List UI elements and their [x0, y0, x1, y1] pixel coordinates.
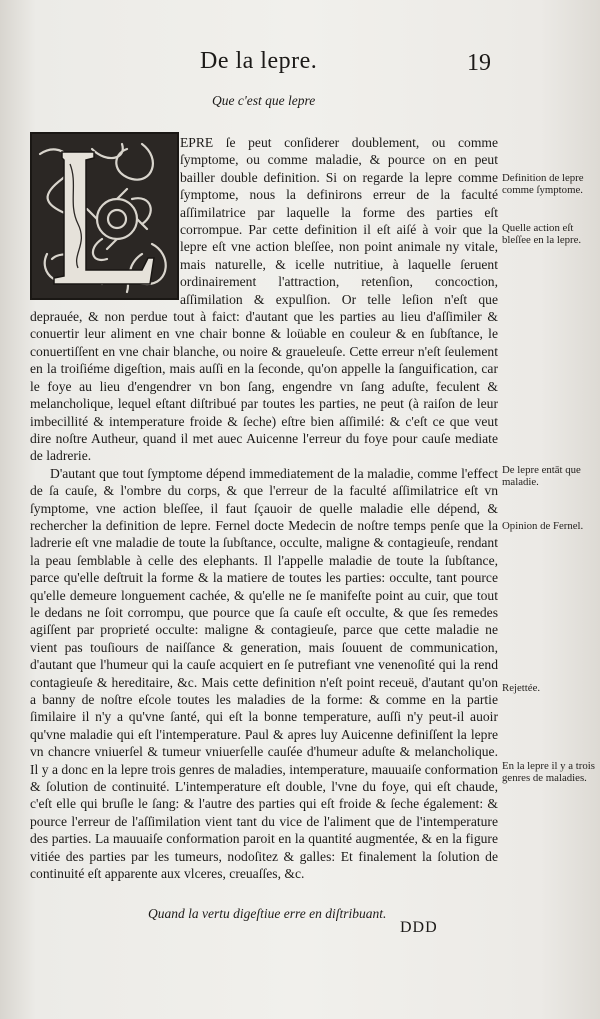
signature-mark: DDD	[400, 919, 438, 936]
paragraph: D'autant que tout ſymptome dépend immediatement de la maladie, comme l'effect de ſa cauſe, & l'ombre du corps, & que l'erreur de la faculté aſſimilatrice eſt vn ſymptome, vne action bleſſee, il faut ſçauoir de quelle maladie elle dépend, & rechercher la definition de lepre. Fernel docte Medecin de noſtre temps penſe que la ladrerie eſt vne maladie de toute la ſubſtance, occulte, maligne & contagieuſe, rendant la peau ſemblable à celle des elephants. Il l'appelle maladie de toute la ſubſtance, parce qu'elle deſtruit la forme & la matiere de toutes les parties: occulte, tant pource qu'elle demeure longuement cachée, & qu'elle ne ſe manifeſte point au cuir, que tout le dedans ne ſoit corrompu, que pource que ſa cauſe eſt occulte, & que ſes remedes agiſſent par proprieté occulte: maligne & contagieuſe, parce que cette maladie ne vient pas touſiours de naiſſance & generation, mais ſouuent de communication, d'autant que l'humeur qui la cauſe acquiert en ſe putrefiant vne venenoſité qui la rend contagieuſe & hereditaire, &c. Mais cette definition n'eſt point receuë, d'autant qu'on a banny de noſtre eſcole toutes les maladies de la forme: & comme en la partie ſimilaire il n'y a qu'vne ſanté, qui eſt la bonne temperature, auſſi n'y peut-il auoir qu'vne maladie qui eſt l'intemperature. Paul & apres luy Auicenne definiſſent la lepre vn chancre vniuerſel & tumeur vniuerſelle cauſée d'humeur aduſte & melancholique. Il y a donc en la lepre trois genres de maladies, intemperature, mauuaiſe conformation & ſolution de continuité. L'intemperature eſt double, l'vne du foye, qui eſt chaude, c'eſt elle qui bruſle le ſang: & l'autre des parties qui eſt froide & ſeche également: & pource l'erreur de l'aſſimilation vient tant du vice de l'aliment que de l'intemperature des parties. La mauuaiſe conformation paroit en la quantité augmentée, & en la figure vitiée des parties par les tumeurs, nodoſitez & galles: Et finalement la ſolution de continuité eſt apparente aux vlceres, creuaſſes, &c.	[30, 465, 498, 882]
margin-note: De lepre entāt que maladie.	[502, 464, 581, 488]
closing-line: Quand la vertu digeſtiue erre en diſtribuant.	[148, 906, 387, 921]
margin-note: En la lepre il y a trois genres de maladies.	[502, 760, 595, 784]
margin-note: Definition de lepre comme ſymptome.	[502, 172, 584, 196]
paragraph: EPRE ſe peut conſiderer doublement, ou comme ſymptome, ou comme maladie, & pource on en peut bailler double definition. Si on regarde la lepre comme ſymptome, nous la definirons erreur de la faculté aſſimilatrice par laquelle la forme des parties eſt corrompue. Par cette definition il eſt aiſé à voir que la lepre eſt vne action bleſſee, non point animale ny vitale, mais naturelle, & icelle nutritiue, à laquelle ſeruent ordinairement l'attraction, retenſion, concoction, aſſimilation & expulſion. Or telle leſion n'eſt que deprauée, & non perdue tout à faict: d'autant que les parties au lieu d'aſſimiler & conuertir leur aliment en vne chair bonne & loüable en couleur & en ſubſtance, le conuertiſſent en vne chair blanche, ou noire & graueleuſe. Cette erreur n'eſt ſeulement en la troiſiéme digeſtion, mais auſſi en la ſeconde, qu'on appelle la ſanguification, car le foye au lieu d'engendrer vn bon ſang, engendre vn ſang aduſte, feculent & melancholique, lequel eſtant diſtribué par toutes les parties, ne peut (à raiſon de leur imbecillité & intemperature froide & ſeche) eſtre bien aſſimilé: & c'eſt ce que veut dire noſtre Autheur, quand il met auec Auicenne l'erreur du foye pour cauſe mediate de ladrerie.	[30, 135, 498, 464]
page-number: 19	[467, 50, 491, 76]
section-heading: Que c'est que lepre	[212, 93, 316, 108]
running-title: De la lepre.	[200, 48, 318, 74]
body-text	[30, 134, 498, 882]
margin-note: Rejettée.	[502, 682, 541, 694]
margin-note: Opinion de Fernel.	[502, 520, 584, 532]
margin-note: Quelle action eſt bleſſee en la lepre.	[502, 222, 582, 246]
